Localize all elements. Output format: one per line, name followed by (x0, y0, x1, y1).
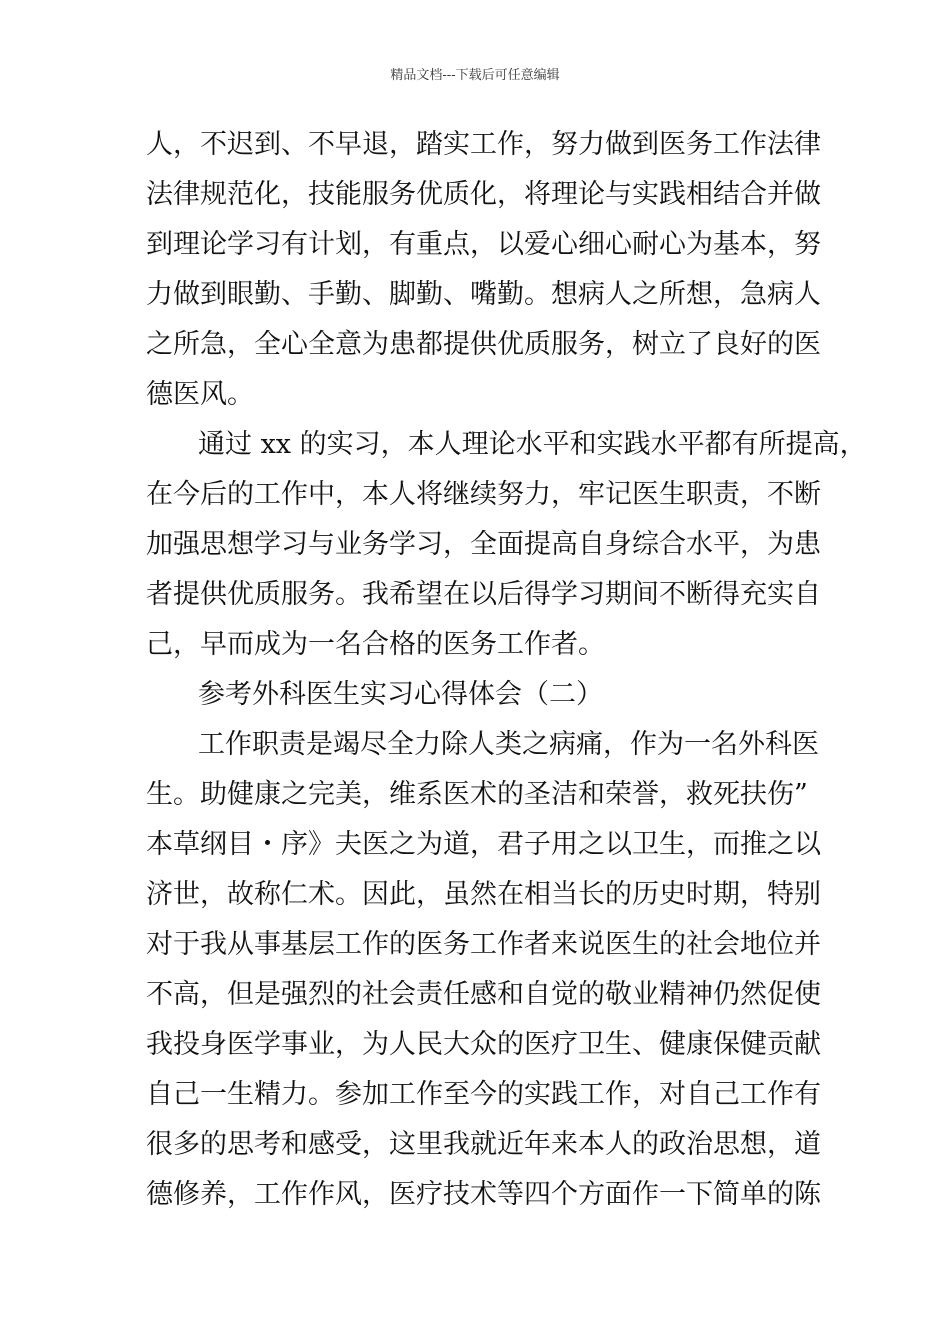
text-line: 德修养，工作作风，医疗技术等四个方面作一下简单的陈 (146, 1179, 821, 1210)
text-line: 己，早而成为一名合格的医务工作者。 (146, 629, 605, 660)
text-line: 之所急，全心全意为患都提供优质服务，树立了良好的医 (146, 329, 821, 360)
text-line: 到理论学习有计划，有重点，以爱心细心耐心为基本，努 (146, 229, 821, 260)
text-line: 者提供优质服务。我希望在以后得学习期间不断得充实自 (146, 579, 821, 610)
text-line: 工作职责是竭尽全力除人类之病痛，作为一名外科医 (198, 729, 819, 760)
text-line: 本草纲目・序》夫医之为道，君子用之以卫生，而推之以 (146, 829, 821, 860)
text-line: 对于我从事基层工作的医务工作者来说医生的社会地位并 (146, 929, 821, 960)
text-line: 人，不迟到、不早退，踏实工作，努力做到医务工作法律 (146, 129, 821, 160)
page-header: 精品文档---下载后可任意编辑 (390, 68, 560, 83)
document-body (146, 120, 867, 1220)
paragraph (146, 420, 867, 670)
text-line: 力做到眼勤、手勤、脚勤、嘴勤。想病人之所想，急病人 (146, 279, 821, 310)
paragraph (146, 120, 826, 420)
text-line: 我投身医学事业，为人民大众的医疗卫生、健康保健贡献 (146, 1029, 821, 1060)
text-line: 很多的思考和感受，这里我就近年来本人的政治思想，道 (146, 1129, 821, 1160)
text-line: 加强思想学习与业务学习，全面提高自身综合水平，为患 (146, 529, 821, 560)
text-line: 生。助健康之完美，维系医术的圣洁和荣誉，救死扶伤” (146, 779, 808, 810)
text-line: 不高，但是强烈的社会责任感和自觉的敬业精神仍然促使 (146, 979, 821, 1010)
section-title: 参考外科医生实习心得体会（二） (198, 679, 603, 710)
text-line: 在今后的工作中，本人将继续努力，牢记医生职责，不断 (146, 479, 821, 510)
text-line: 通过 xx 的实习，本人理论水平和实践水平都有所提高， (198, 429, 867, 460)
text-line: 法律规范化，技能服务优质化，将理论与实践相结合并做 (146, 179, 821, 210)
text-line: 德医风。 (146, 379, 254, 410)
paragraph (146, 720, 826, 1220)
text-line: 济世，故称仁术。因此，虽然在相当长的历史时期，特别 (146, 879, 821, 910)
text-line: 自己一生精力。参加工作至今的实践工作，对自己工作有 (146, 1079, 821, 1110)
section-heading (146, 670, 826, 720)
